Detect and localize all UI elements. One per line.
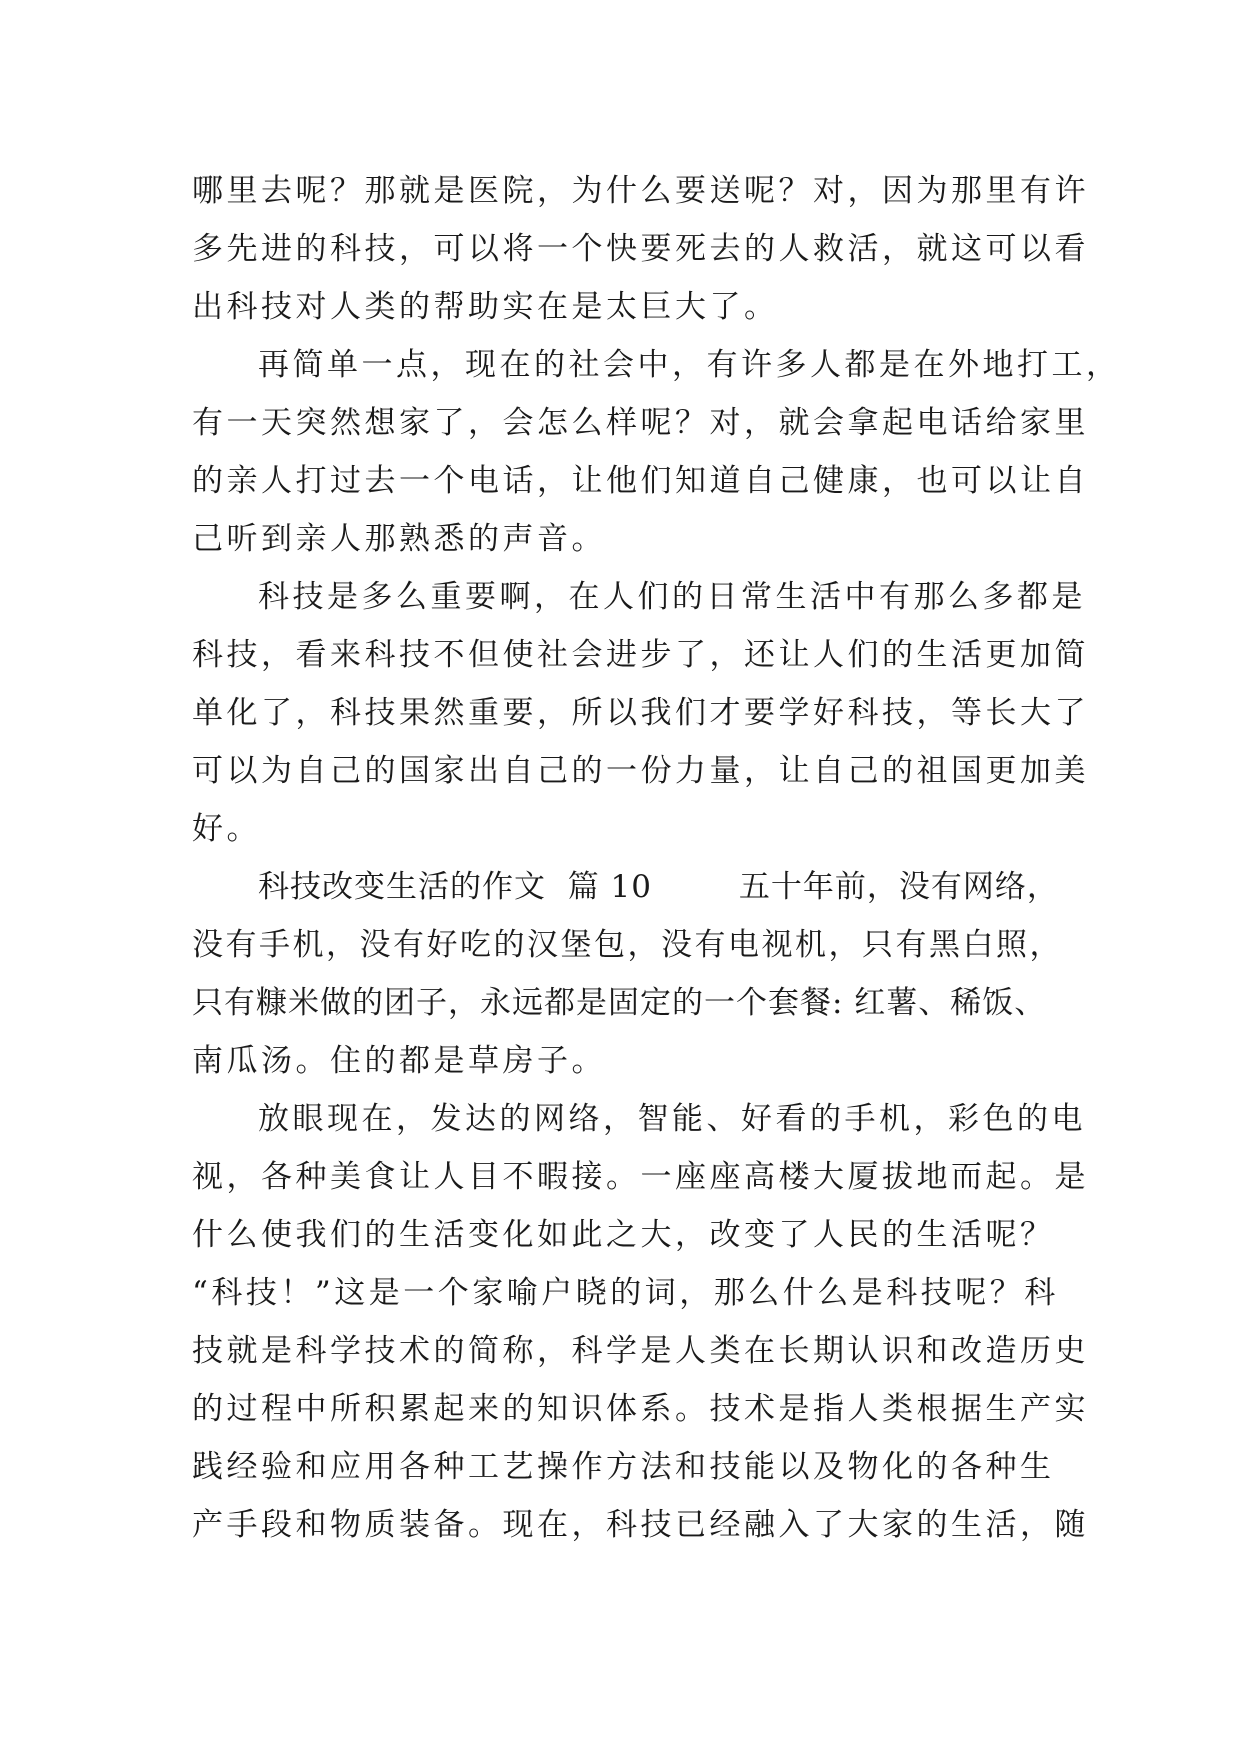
- text-line: 的亲人打过去一个电话，让他们知道自己健康，也可以让自: [192, 463, 1089, 499]
- essay-heading-line: 科技改变生活的作文 篇 10 五十年前，没有网络，: [258, 869, 1059, 905]
- text-line: 视，各种美食让人目不暇接。一座座高楼大厦拔地而起。是: [192, 1159, 1089, 1195]
- text-line: 南瓜汤。住的都是草房子。: [192, 1043, 606, 1079]
- text-line: 践经验和应用各种工艺操作方法和技能以及物化的各种生: [192, 1449, 1055, 1485]
- text-line: 科技是多么重要啊，在人们的日常生活中有那么多都是: [258, 579, 1086, 615]
- essay-body: [192, 162, 1121, 1554]
- text-line: 哪里去呢？那就是医院，为什么要送呢？对，因为那里有许: [192, 173, 1089, 209]
- text-line: 有一天突然想家了，会怎么样呢？对，就会拿起电话给家里: [192, 405, 1089, 441]
- text-line: 什么使我们的生活变化如此之大，改变了人民的生活呢？: [192, 1217, 1055, 1253]
- text-line: 的过程中所积累起来的知识体系。技术是指人类根据生产实: [192, 1391, 1089, 1427]
- text-line: 好。: [192, 811, 261, 847]
- text-line: 科技，看来科技不但使社会进步了，还让人们的生活更加简: [192, 637, 1089, 673]
- text-line: 出科技对人类的帮助实在是太巨大了。: [192, 289, 779, 325]
- text-line: 可以为自己的国家出自己的一份力量，让自己的祖国更加美: [192, 753, 1089, 789]
- text-line: 技就是科学技术的简称，科学是人类在长期认识和改造历史: [192, 1333, 1089, 1369]
- text-line: 己听到亲人那熟悉的声音。: [192, 521, 606, 557]
- text-line: 多先进的科技，可以将一个快要死去的人救活，就这可以看: [192, 231, 1089, 267]
- text-line: “科技！”这是一个家喻户晓的词，那么什么是科技呢？科: [192, 1275, 1059, 1311]
- text-line: 没有手机，没有好吃的汉堡包，没有电视机，只有黑白照，: [192, 927, 1063, 963]
- text-line: 放眼现在，发达的网络，智能、好看的手机，彩色的电: [258, 1101, 1086, 1137]
- text-line: 单化了，科技果然重要，所以我们才要学好科技，等长大了: [192, 695, 1089, 731]
- text-line: 产手段和物质装备。现在，科技已经融入了大家的生活，随: [192, 1507, 1089, 1543]
- text-line: 只有糠米做的团子，永远都是固定的一个套餐: 红薯、稀饭、: [192, 985, 1047, 1021]
- text-line: 再简单一点，现在的社会中，有许多人都是在外地打工，: [258, 347, 1121, 383]
